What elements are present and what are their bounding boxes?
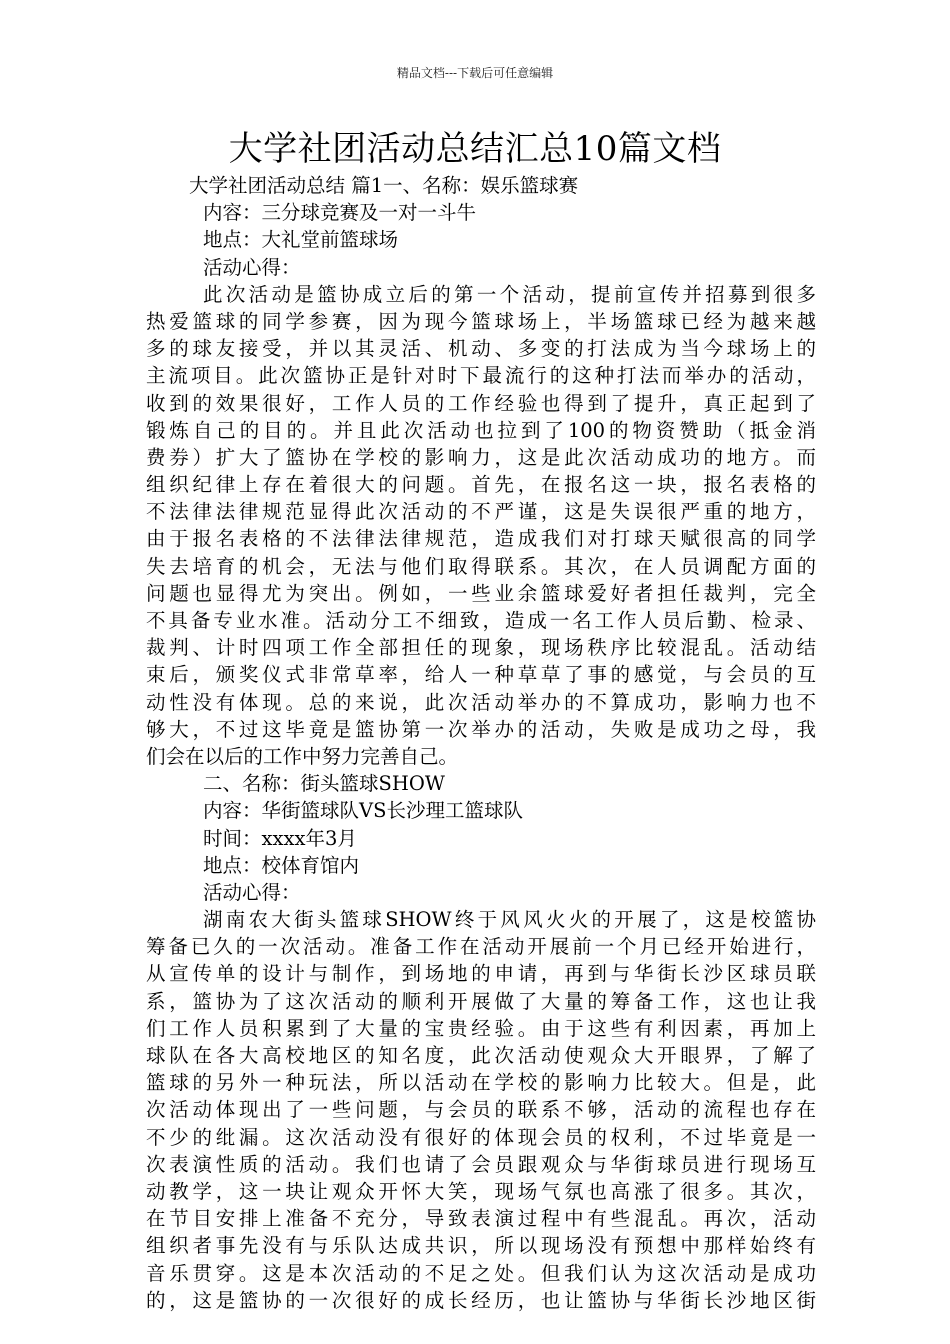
paragraph-line: 音乐贯穿。这是本次活动的不足之处。但我们认为这次活动是成功 [146,1261,816,1285]
paragraph-line: 动教学，这一块让观众开怀大笑，现场气氛也高涨了很多。其次， [146,1179,816,1203]
paragraph-line: 筹备已久的一次活动。准备工作在活动开展前一个月已经开始进行， [146,935,816,959]
paragraph-line: 们工作人员积累到了大量的宝贵经验。由于这些有利因素，再加上 [146,1016,816,1040]
paragraph-line: 裁判、计时四项工作全部担任的现象，现场秩序比较混乱。活动结 [146,636,816,660]
paragraph-line: 组织者事先没有与乐队达成共识，所以现场没有预想中那样始终有 [146,1234,816,1258]
paragraph-line: 收到的效果很好，工作人员的工作经验也得到了提升，真正起到了 [146,391,816,415]
paragraph-line: 问题也显得尤为突出。例如，一些业余篮球爱好者担任裁判，完全 [146,581,816,605]
paragraph-line: 的，这是篮协的一次很好的成长经历，也让篮协与华街长沙地区街 [146,1288,816,1312]
paragraph-line: 费券）扩大了篮协在学校的影响力，这是此次活动成功的地方。而 [146,445,816,469]
paragraph-line: 湖南农大街头篮球SHOW终于风风火火的开展了，这是校篮协 [203,908,816,932]
paragraph-line: 次表演性质的活动。我们也请了会员跟观众与华街球员进行现场互 [146,1152,816,1176]
paragraph-line: 在节目安排上准备不充分，导致表演过程中有些混乱。再次，活动 [146,1207,816,1231]
paragraph-line: 动性没有体现。总的来说，此次活动举办的不算成功，影响力也不 [146,690,816,714]
paragraph-line: 束后，颁奖仪式非常草率，给人一种草草了事的感觉，与会员的互 [146,663,816,687]
paragraph-line: 够大，不过这毕竟是篮协第一次举办的活动，失败是成功之母，我 [146,717,816,741]
text-line: 内容：华街篮球队VS长沙理工篮球队 [203,799,523,823]
page-header: 精品文档---下载后可任意编辑 [396,66,554,80]
text-line: 地点：校体育馆内 [203,853,360,877]
paragraph-line: 锻炼自己的目的。并且此次活动也拉到了100的物资赞助（抵金消 [146,418,816,442]
paragraph-line: 系，篮协为了这次活动的顺利开展做了大量的筹备工作，这也让我 [146,989,816,1013]
text-line: 地点：大礼堂前篮球场 [203,228,399,252]
text-line: 内容：三分球竞赛及一对一斗牛 [203,201,477,225]
text-line: 活动心得： [203,255,301,279]
paragraph-line: 不少的纰漏。这次活动没有很好的体现会员的权利，不过毕竟是一 [146,1125,816,1149]
paragraph-line: 不具备专业水准。活动分工不细致，造成一名工作人员后勤、检录、 [146,609,816,632]
document-body [146,172,816,1314]
paragraph-line: 多的球友接受，并以其灵活、机动、多变的打法成为当今球场上的 [146,337,816,361]
section-heading: 大学社团活动总结 篇1一、名称：娱乐篮球赛 [189,174,579,197]
text-line: 活动心得： [203,880,301,904]
paragraph-line: 球队在各大高校地区的知名度，此次活动使观众大开眼界，了解了 [146,1044,816,1067]
paragraph-line: 不法律法律规范显得此次活动的不严谨，这是失误很严重的地方， [146,500,816,524]
paragraph-line: 们会在以后的工作中努力完善自己。 [146,744,459,768]
paragraph-line: 主流项目。此次篮协正是针对时下最流行的这种打法而举办的活动， [146,364,816,388]
document-title: 大学社团活动总结汇总10篇文档 [228,129,722,169]
paragraph-line: 由于报名表格的不法律法律规范，造成我们对打球天赋很高的同学 [146,527,816,551]
text-line: 时间：xxxx年3月 [203,826,357,850]
paragraph-line: 热爱篮球的同学参赛，因为现今篮球场上，半场篮球已经为越来越 [146,309,816,333]
paragraph-line: 组织纪律上存在着很大的问题。首先，在报名这一块，报名表格的 [146,473,816,497]
paragraph-line: 篮球的另外一种玩法，所以活动在学校的影响力比较大。但是，此 [146,1071,816,1095]
paragraph-line: 从宣传单的设计与制作，到场地的申请，再到与华街长沙区球员联 [146,962,816,986]
paragraph-line: 此次活动是篮协成立后的第一个活动，提前宣传并招募到很多 [203,282,816,306]
section-heading: 二、名称：街头篮球SHOW [203,772,445,796]
paragraph-line: 失去培育的机会，无法与他们取得联系。其次，在人员调配方面的 [146,554,816,578]
paragraph-line: 次活动体现出了一些问题，与会员的联系不够，活动的流程也存在 [146,1098,816,1122]
